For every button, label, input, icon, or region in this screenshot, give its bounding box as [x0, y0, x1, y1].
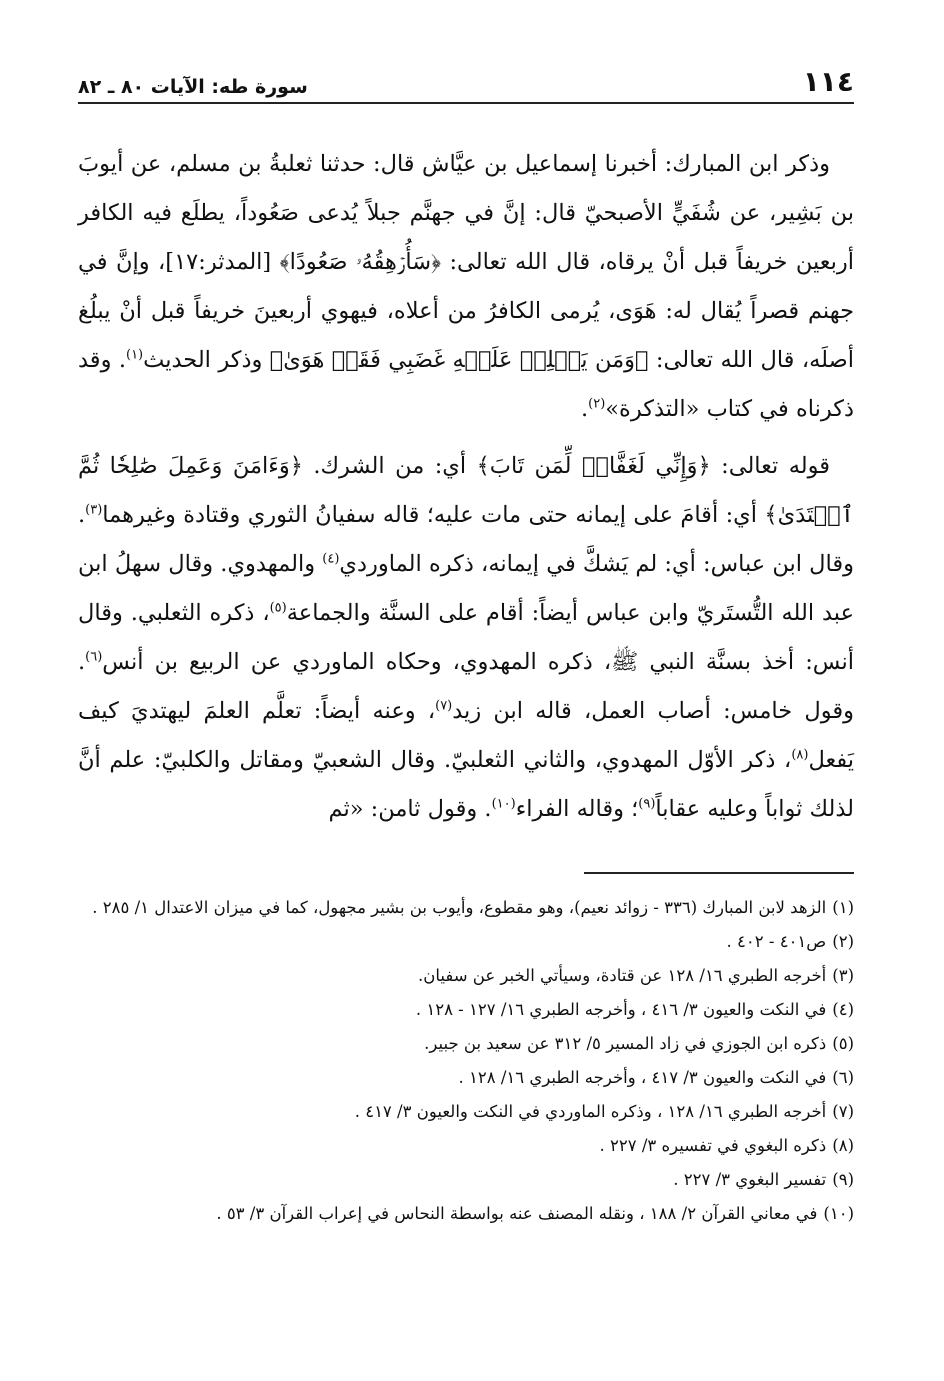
footnote-ref: (٦)	[85, 649, 103, 665]
footnote	[78, 1100, 854, 1123]
footnote-ref: (١٠)	[491, 796, 516, 812]
footnote-ref: (٧)	[435, 698, 453, 714]
footnote-text: في النكت والعيون ٣/ ٤١٦ ، وأخرجه الطبري ١٦/ ١٢٧ - ١٢٨ .	[415, 1000, 827, 1019]
footnote-text: ذكره ابن الجوزي في زاد المسير ٥/ ٣١٢ عن سعيد بن جبير.	[424, 1034, 827, 1053]
footnote	[78, 998, 854, 1021]
paragraph	[78, 140, 854, 434]
text-run: . وقال ابن عباس: أي: لم يَشكَّ في إيمانه، ذكره الماوردي	[78, 502, 854, 577]
quran-verse: ﴿وَإِنِّي لَغَفَّارٞ لِّمَن تَابَ﴾	[476, 453, 711, 479]
quran-verse: ﴿سَأُرۡهِقُهُۥ صَعُودًا﴾	[279, 249, 442, 275]
text-run: قوله تعالى:	[710, 453, 831, 479]
text-run: . وقول ثامن: «ثم	[328, 796, 492, 822]
text-run: . وقد ذكرناه في كتاب «التذكرة»	[78, 347, 854, 422]
page-number: ١١٤	[802, 65, 854, 98]
footnote-ref: (٩)	[638, 796, 656, 812]
text-run: [المدثر:١٧]، وإنَّ في جهنم قصراً يُقال له: هَوَى، يُرمى الكافرُ من أعلاه، فيهوي أربعينَ خريفاً قبل أنْ يبلُغ أصلَه، قال الله تعالى:	[78, 249, 854, 373]
footnote	[78, 1202, 854, 1225]
main-text	[78, 140, 854, 834]
footnote-number: (١٠)	[823, 1204, 854, 1223]
footnote-number: (٥)	[832, 1034, 854, 1053]
footnote-text: ص٤٠١ - ٤٠٢ .	[726, 932, 827, 951]
running-title: سورة طه: الآيات ٨٠ ـ ٨٢	[78, 76, 308, 98]
quran-verse: ﴿وَمَن يَحۡلِلۡ عَلَيۡهِ غَضَبِي فَقَدۡ هَوَىٰ﴾	[269, 347, 649, 373]
footnote-text: الزهد لابن المبارك (٣٣٦ - زوائد نعيم)، وهو مقطوع، وأيوب بن بشير مجهول، كما في ميزان الاعتدال ١/ ٢٨٥ .	[92, 898, 827, 917]
text-run: والمهدوي. وقال سهلُ ابن عبد الله التُّستَريّ وابن عباس أيضاً: أقام على السنَّة والجماعة	[78, 551, 854, 626]
footnote-text: في معاني القرآن ٢/ ١٨٨ ، ونقله المصنف عنه بواسطة النحاس في إعراب القرآن ٣/ ٥٣ .	[216, 1204, 818, 1223]
paragraph	[78, 442, 854, 834]
footnote-number: (٤)	[832, 1000, 854, 1019]
text-run: وذكر الحديث	[143, 347, 270, 373]
text-run: ؛ وقاله الفراء	[515, 796, 639, 822]
footnote-number: (٣)	[832, 966, 854, 985]
footnote-ref: (٥)	[269, 600, 287, 616]
footnote-ref: (٣)	[85, 502, 103, 518]
footnote	[78, 1134, 854, 1157]
footnote-text: في النكت والعيون ٣/ ٤١٧ ، وأخرجه الطبري ١٦/ ١٢٨ .	[458, 1068, 827, 1087]
footnote-number: (٩)	[832, 1170, 854, 1189]
footnote-number: (٢)	[832, 932, 854, 951]
text-run: . وقول خامس: أصاب العمل، قاله ابن زيد	[78, 649, 854, 724]
footnote-ref: (٤)	[322, 551, 340, 567]
footnote	[78, 1032, 854, 1055]
text-run: وذكر ابن المبارك: أخبرنا إسماعيل بن عيَّاش قال: حدثنا ثعلبةُ بن مسلم، عن أيوبَ بن بَشِير، عن شُفَيٍّ الأصبحيّ قال: إنَّ في جهنَّم جبلاً يُدعى صَعُوداً، يطلَع فيه الكافر أربعين خريفاً قبل أنْ يرقاه، قال الله تعالى:	[78, 151, 854, 275]
text-run: ، وعنه أيضاً: تعلَّم العلمَ ليهتديَ كيف يَفعل	[78, 698, 854, 773]
text-run: ، ذكره الثعلبي. وقال أنس: أخذ بسنَّة النبي ﷺ، ذكره المهدوي، وحكاه الماوردي عن الربيع بن أنس	[78, 600, 854, 675]
footnote	[78, 964, 854, 987]
footnotes	[78, 896, 854, 1236]
footnote-text: ذكره البغوي في تفسيره ٣/ ٢٢٧ .	[599, 1136, 827, 1155]
text-run: أي: أقامَ على إيمانه حتى مات عليه؛ قاله سفيانُ الثوري وقتادة وغيرهما	[102, 502, 765, 528]
text-run: ، ذكر الأوّل المهدوي، والثاني الثعلبيّ. وقال الشعبيّ ومقاتل والكلبيّ: علم أنَّ لذلك ثواباً وعليه عقاباً	[78, 747, 854, 822]
footnote-ref: (٢)	[588, 396, 606, 412]
footnote-ref: (١)	[125, 347, 144, 363]
footnote-number: (١)	[832, 898, 854, 917]
footnote	[78, 896, 854, 919]
footnote	[78, 1168, 854, 1191]
quran-verse: ﴿وَءَامَنَ وَعَمِلَ صَٰلِحٗا ثُمَّ ٱهۡتَدَىٰ﴾	[78, 453, 854, 528]
footnote	[78, 1066, 854, 1089]
page-header	[78, 60, 854, 104]
footnote-ref: (٨)	[791, 747, 809, 763]
text-run: أي: من الشرك.	[302, 453, 477, 479]
footnote-separator	[584, 872, 854, 874]
footnote-text: أخرجه الطبري ١٦/ ١٢٨ عن قتادة، وسيأتي الخبر عن سفيان.	[418, 966, 827, 985]
footnote-number: (٧)	[832, 1102, 854, 1121]
footnote-text: أخرجه الطبري ١٦/ ١٢٨ ، وذكره الماوردي في النكت والعيون ٣/ ٤١٧ .	[354, 1102, 827, 1121]
footnote-number: (٨)	[832, 1136, 854, 1155]
footnote	[78, 930, 854, 953]
text-run: .	[580, 396, 589, 422]
footnote-text: تفسير البغوي ٣/ ٢٢٧ .	[673, 1170, 827, 1189]
footnote-number: (٦)	[832, 1068, 854, 1087]
